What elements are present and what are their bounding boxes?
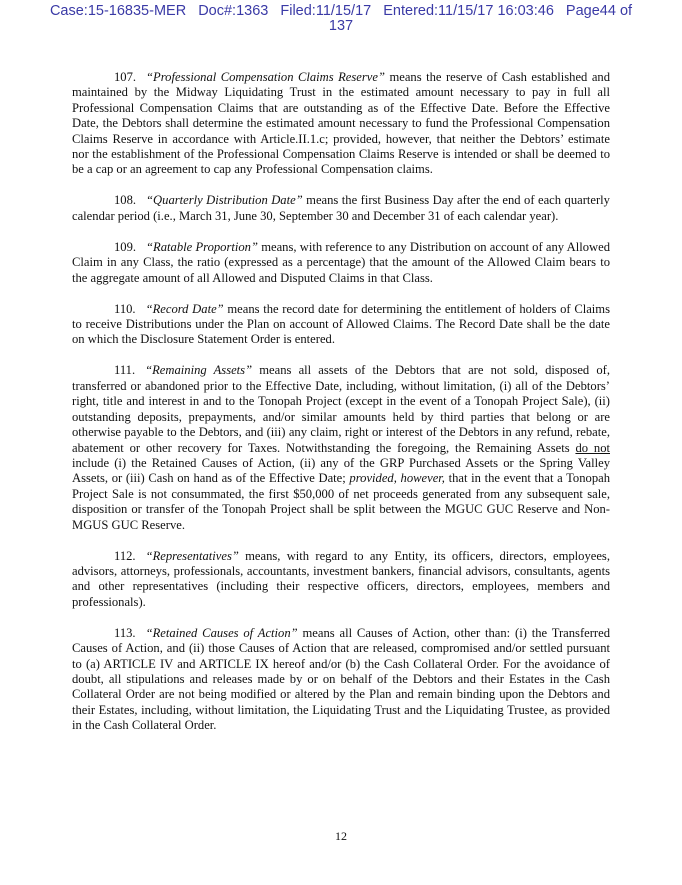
paragraph-number: 107. xyxy=(114,70,137,84)
paragraph-number: 108. xyxy=(114,193,137,208)
page-total: 137 xyxy=(328,18,354,34)
definition-text-end: that in the event that a Tonopah Project Sale is not consummated, the first $50,000 of net proceeds generated from any subsequent sale, disposition or transfer of the Tonopah Project shall be split between the MGUC GUC Reserve and Non-MGUS GUC Reserve. xyxy=(72,471,610,532)
underlined-phrase: do not xyxy=(575,440,610,455)
definition-text: means, with reference to any Distribution on account of any Allowed Claim in any Class, the ratio (expressed as a percentage) that the amount of the Allowed Claim bears to the aggregate amount of all Allowed and Disputed Claims in that Class. xyxy=(72,239,610,285)
definition-text: means all assets of the Debtors that are not sold, disposed of, transferred or abandoned prior to the Effective Date, including, without limitation, (i) all of the Debtors’ right, title and interest in and to the Tonopah Project (except in the event of a Tonopah Project Sale), (ii) outstanding deposits, prepayments, and/or similar amounts held by third parties that belong or are otherwise payable to the Debtors, and (iii) any claim, right or interest of the Debtors in any refund, rebate, abatement or other recovery for Taxes. Notwithstanding the foregoing, the Remaining Assets xyxy=(72,363,610,455)
page-number: 12 xyxy=(335,829,347,843)
paragraph-number: 111. xyxy=(114,363,136,378)
definition-text: means the first Business Day after the end of each quarterly calendar period (i.e., March 31, June 30, September 30 and December 31 of each calendar year). xyxy=(72,193,610,223)
defined-term: “Professional Compensation Claims Reserve” xyxy=(146,70,385,84)
paragraph-number: 113. xyxy=(114,625,136,640)
header-line-1 xyxy=(0,4,682,19)
document-body xyxy=(72,70,610,749)
definition-paragraph-108 xyxy=(72,193,610,224)
header-line-2 xyxy=(0,19,682,34)
definition-text-continued: include (i) the Retained Causes of Action, (ii) any of the GRP Purchased Assets or the Spring Valley Assets, or (iii) Cash on hand as of the Effective Date; xyxy=(72,455,610,486)
definition-text: means the record date for determining the entitlement of holders of Claims to receive Distributions under the Plan on account of Allowed Claims. The Record Date shall be the date on which the Disclosure Statement Order is entered. xyxy=(72,301,610,347)
definition-paragraph-107 xyxy=(72,70,610,178)
definition-text: means the reserve of Cash established and maintained by the Midway Liquidating Trust in the estimated amount necessary to pay in full all Professional Compensation Claims that are outstanding as of the Effective Date. Before the Effective Date, the Debtors shall determine the estimated amount necessary to fund the Professional Compensation Claims Reserve in accordance with Article.II.1.c; provided, however, that neither the Debtors’ estimate nor the establishment of the Professional Compensation Claims Reserve is intended or shall be deemed to be a cap or an agreement to cap any Professional Compensation claims. xyxy=(72,70,610,177)
definition-paragraph-110 xyxy=(72,302,610,348)
defined-term: “Ratable Proportion” xyxy=(146,239,258,254)
definition-paragraph-112 xyxy=(72,549,610,611)
case-number: Case:15-16835-MER xyxy=(49,3,187,19)
definition-text: means, with regard to any Entity, its officers, directors, employees, advisors, attorneys, professionals, accountants, investment bankers, financial advisors, consultants, agents and other representatives (including their respective officers, directors, employees, members and professionals). xyxy=(72,548,610,609)
definition-text: means all Causes of Action, other than: (i) the Transferred Causes of Action, and (ii) those Causes of Action that are released, compromised and/or settled pursuant to (a) ARTICLE IV and ARTICLE IX hereof and/or (b) the Cash Collateral Order. For the avoidance of doubt, all stipulations and releases made by or on behalf of the Debtors and their Estates in the Cash Collateral Order are not being modified or altered by the Plan and remain binding upon the Debtors and their Estates, including, without limitation, the Liquidating Trust and the Liquidating Trustee, as provided in the Cash Collateral Order. xyxy=(72,625,610,733)
defined-term: “Quarterly Distribution Date” xyxy=(146,193,303,208)
page-of: Page44 of xyxy=(565,3,633,19)
italic-phrase: provided, however, xyxy=(349,471,445,486)
paragraph-number: 110. xyxy=(114,301,136,316)
paragraph-number: 112. xyxy=(114,548,136,563)
definition-paragraph-109 xyxy=(72,240,610,286)
definition-paragraph-111 xyxy=(72,363,610,532)
document-number: Doc#:1363 xyxy=(198,3,269,19)
defined-term: “Remaining Assets” xyxy=(145,363,253,378)
paragraph-number: 109. xyxy=(114,239,137,254)
defined-term: “Retained Causes of Action” xyxy=(145,625,298,640)
court-filing-header xyxy=(0,4,682,34)
definition-paragraph-113 xyxy=(72,626,610,734)
filed-date: Filed:11/15/17 xyxy=(280,3,372,19)
entered-date: Entered:11/15/17 16:03:46 xyxy=(383,3,554,19)
defined-term: “Record Date” xyxy=(145,301,224,316)
defined-term: “Representatives” xyxy=(145,548,239,563)
